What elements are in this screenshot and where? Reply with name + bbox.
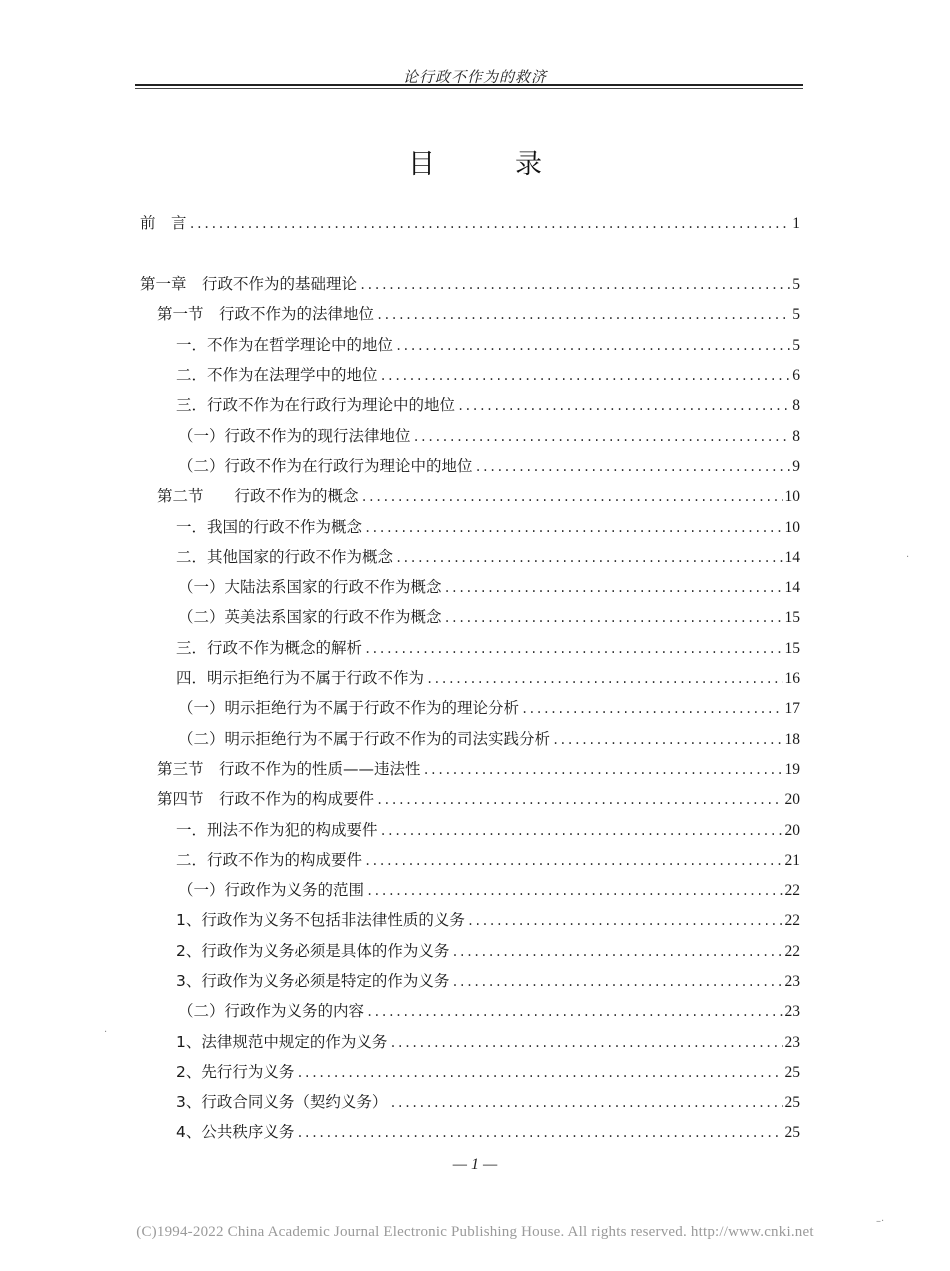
toc-entry-label: 一．不作为在哲学理论中的地位: [176, 336, 394, 354]
toc-entry-label: 1、行政作为义务不包括非法律性质的义务: [176, 911, 465, 929]
toc-leader-dots: [426, 667, 782, 691]
toc-leader-dots: [376, 303, 790, 327]
toc-leader-dots: [364, 516, 782, 540]
toc-page-number: 5: [792, 337, 800, 354]
toc-page-number: 25: [784, 1064, 800, 1081]
toc-leader-dots: [451, 970, 782, 994]
scan-speck: ·: [104, 1027, 108, 1038]
toc-entry[interactable]: [176, 545, 800, 569]
toc-leader-dots: [189, 212, 791, 236]
toc-entry-label: （一）行政作为义务的范围: [178, 881, 365, 899]
toc-leader-dots: [389, 1031, 782, 1055]
toc-leader-dots: [444, 606, 783, 630]
toc-leader-dots: [444, 576, 783, 600]
toc-entry[interactable]: [178, 878, 800, 902]
toc-entry-label: 一．刑法不作为犯的构成要件: [176, 821, 378, 839]
toc-leader-dots: [296, 1061, 782, 1085]
toc-entry[interactable]: [176, 666, 800, 690]
toc-entry[interactable]: [157, 757, 800, 781]
toc-entry-label: （一）明示拒绝行为不属于行政不作为的理论分析: [178, 699, 520, 717]
toc-page-number: 16: [784, 670, 800, 687]
running-header: 论行政不作为的救济: [402, 68, 547, 86]
toc-entry[interactable]: [157, 302, 800, 326]
toc-leader-dots: [380, 819, 783, 843]
toc-leader-dots: [451, 940, 782, 964]
toc-page-number: 5: [792, 276, 800, 293]
toc-entry[interactable]: [176, 333, 800, 357]
toc-entry[interactable]: [178, 424, 800, 448]
toc-entry[interactable]: [176, 1060, 800, 1084]
toc-page-number: 14: [784, 549, 800, 566]
toc-entry-label: 二．行政不作为的构成要件: [176, 851, 363, 869]
toc-entry-label: （二）明示拒绝行为不属于行政不作为的司法实践分析: [178, 730, 551, 748]
toc-entry[interactable]: [178, 696, 800, 720]
toc-entry[interactable]: [178, 605, 800, 629]
page-number: — 1 —: [452, 1156, 498, 1173]
toc-leader-dots: [366, 1000, 782, 1024]
toc-page-number: 18: [784, 731, 800, 748]
toc-entry-label: 前 言: [140, 214, 187, 232]
toc-page-number: 8: [792, 428, 800, 445]
toc-entry-label: 第一节 行政不作为的法律地位: [157, 305, 375, 323]
toc-entry[interactable]: [176, 969, 800, 993]
toc-entry[interactable]: [176, 1090, 800, 1114]
toc-leader-dots: [552, 728, 782, 752]
toc-page-number: 15: [784, 609, 800, 626]
toc-entry[interactable]: [176, 908, 800, 932]
toc-leader-dots: [521, 697, 782, 721]
toc-leader-dots: [467, 909, 783, 933]
scan-speck: –·: [876, 1216, 885, 1227]
copyright-notice: (C)1994-2022 China Academic Journal Electronic Publishing House. All rights reserved. http://www.cnki.net: [136, 1224, 814, 1240]
toc-leader-dots: [364, 849, 782, 873]
toc-entry[interactable]: [178, 999, 800, 1023]
toc-entry[interactable]: [178, 454, 800, 478]
toc-entry-label: 第二节 行政不作为的概念: [157, 487, 359, 505]
toc-leader-dots: [475, 455, 791, 479]
toc-entry[interactable]: [140, 211, 800, 235]
toc-page-number: 5: [792, 306, 800, 323]
toc-entry-label: 四．明示拒绝行为不属于行政不作为: [176, 669, 425, 687]
toc-entry[interactable]: [157, 484, 800, 508]
toc-leader-dots: [457, 394, 790, 418]
toc-page-number: 22: [784, 882, 800, 899]
toc-page-number: 8: [792, 397, 800, 414]
toc-leader-dots: [395, 334, 790, 358]
toc-leader-dots: [376, 788, 782, 812]
scan-speck: ·: [906, 552, 910, 563]
toc-entry-label: （一）大陆法系国家的行政不作为概念: [178, 578, 442, 596]
toc-entry[interactable]: [176, 1120, 800, 1144]
toc-entry[interactable]: [176, 636, 800, 660]
toc-entry-label: 1、法律规范中规定的作为义务: [176, 1033, 388, 1051]
toc-entry[interactable]: [176, 1030, 800, 1054]
toc-entry-label: 第一章 行政不作为的基础理论: [140, 275, 358, 293]
toc-entry-label: 2、行政作为义务必须是具体的作为义务: [176, 942, 450, 960]
toc-entry-label: 三．行政不作为概念的解析: [176, 639, 363, 657]
toc-page-number: 23: [784, 973, 800, 990]
toc-leader-dots: [361, 485, 783, 509]
toc-entry-label: 3、行政合同义务（契约义务）: [176, 1093, 388, 1111]
toc-leader-dots: [364, 637, 782, 661]
toc-page-number: 23: [784, 1034, 800, 1051]
toc-page-number: 15: [784, 640, 800, 657]
toc-page-number: 19: [784, 761, 800, 778]
toc-entry-label: （二）英美法系国家的行政不作为概念: [178, 608, 442, 626]
toc-entry-label: 2、先行行为义务: [176, 1063, 295, 1081]
toc-page-number: 10: [784, 519, 800, 536]
toc-entry[interactable]: [157, 787, 800, 811]
toc-leader-dots: [395, 546, 782, 570]
toc-title: 目录: [408, 149, 622, 180]
toc-entry-label: （一）行政不作为的现行法律地位: [178, 427, 411, 445]
toc-leader-dots: [359, 273, 790, 297]
toc-page-number: 22: [784, 943, 800, 960]
toc-page-number: 25: [784, 1124, 800, 1141]
toc-page-number: 17: [784, 700, 800, 717]
toc-entry[interactable]: [176, 363, 800, 387]
toc-entry[interactable]: [178, 727, 800, 751]
toc-entry[interactable]: [176, 939, 800, 963]
toc-entry-label: 第四节 行政不作为的构成要件: [157, 790, 375, 808]
toc-page-number: 20: [784, 822, 800, 839]
toc-entry[interactable]: [176, 393, 800, 417]
toc-page-number: 21: [784, 852, 800, 869]
toc-page-number: 10: [784, 488, 800, 505]
toc-entry-label: 三．行政不作为在行政行为理论中的地位: [176, 396, 456, 414]
toc-leader-dots: [296, 1121, 782, 1145]
toc-entry-label: 第三节 行政不作为的性质——违法性: [157, 760, 421, 778]
toc-page-number: 9: [792, 458, 800, 475]
toc-entry-label: （二）行政作为义务的内容: [178, 1002, 365, 1020]
toc-leader-dots: [423, 758, 783, 782]
toc-entry[interactable]: [176, 818, 800, 842]
toc-page-number: 25: [784, 1094, 800, 1111]
toc-entry[interactable]: [140, 272, 800, 296]
toc-entry-label: 二．其他国家的行政不作为概念: [176, 548, 394, 566]
toc-leader-dots: [366, 879, 782, 903]
toc-entry-label: 3、行政作为义务必须是特定的作为义务: [176, 972, 450, 990]
toc-page-number: 20: [784, 791, 800, 808]
toc-entry-label: 一．我国的行政不作为概念: [176, 518, 363, 536]
toc-entry-label: （二）行政不作为在行政行为理论中的地位: [178, 457, 473, 475]
toc-leader-dots: [389, 1091, 782, 1115]
toc-page-number: 1: [792, 215, 800, 232]
toc-page-number: 22: [784, 912, 800, 929]
toc-entry[interactable]: [176, 515, 800, 539]
toc-leader-dots: [380, 364, 791, 388]
toc-entry-label: 二．不作为在法理学中的地位: [176, 366, 378, 384]
toc-leader-dots: [413, 425, 791, 449]
toc-entry[interactable]: [178, 575, 800, 599]
toc-entry[interactable]: [176, 848, 800, 872]
toc-page-number: 6: [792, 367, 800, 384]
toc-entry-label: 4、公共秩序义务: [176, 1123, 295, 1141]
toc-page-number: 23: [784, 1003, 800, 1020]
toc-page-number: 14: [784, 579, 800, 596]
